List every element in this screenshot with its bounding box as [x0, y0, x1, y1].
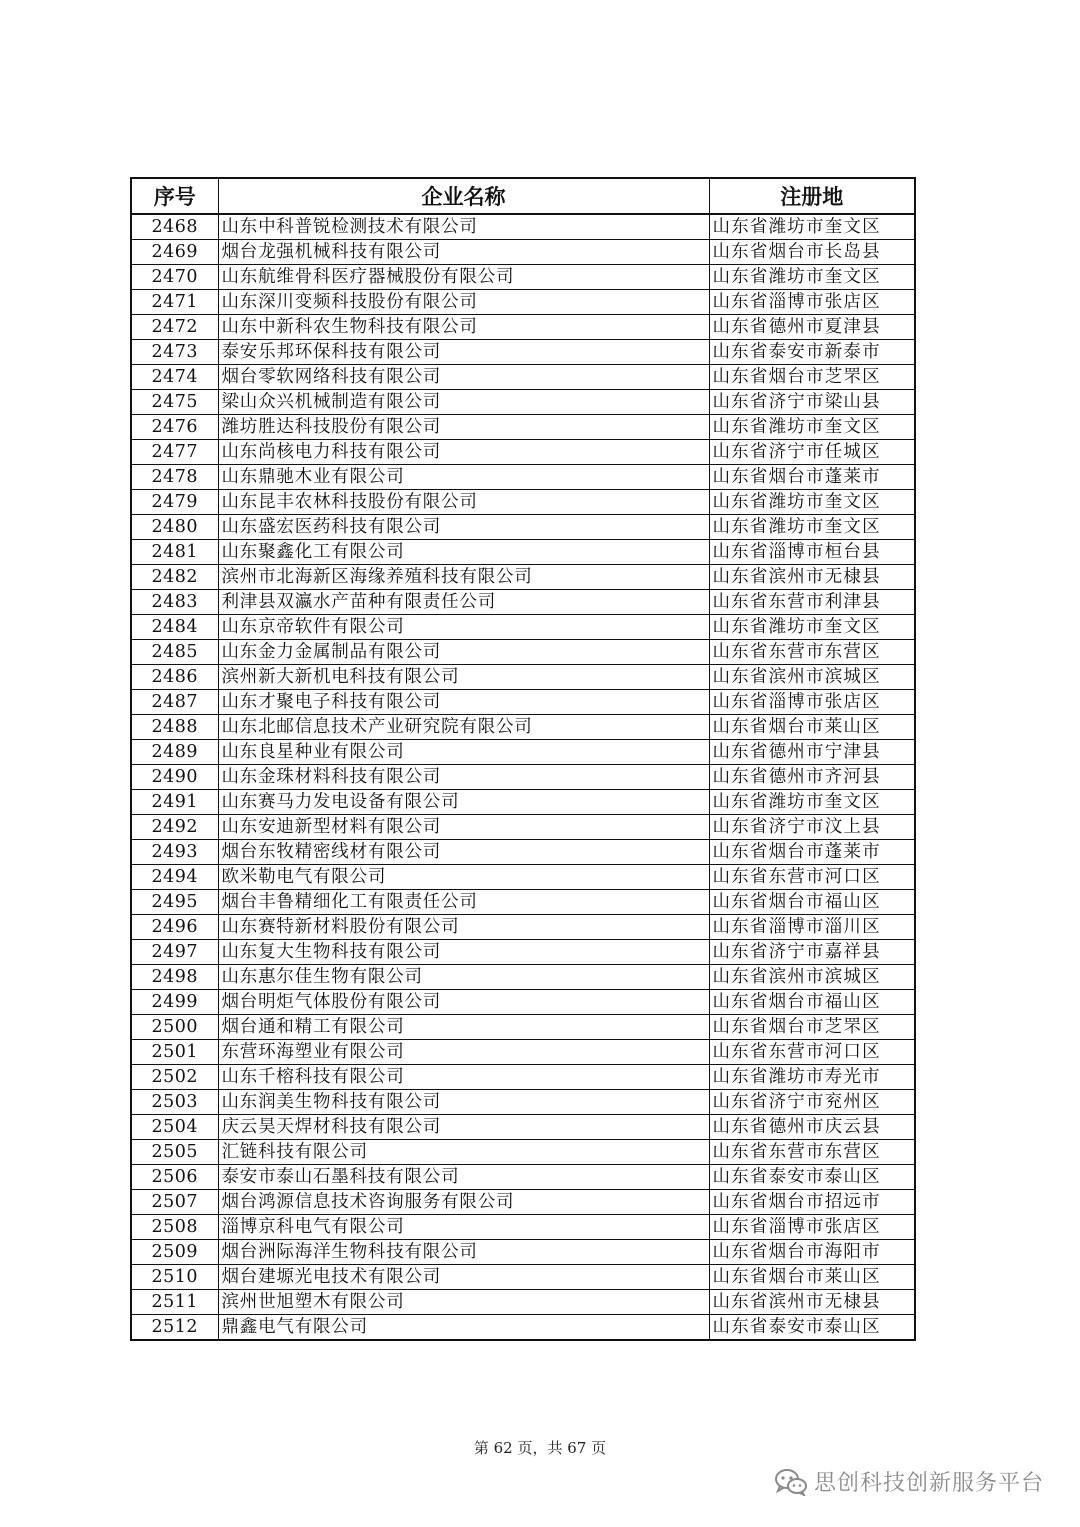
cell-enterprise-name: 烟台零软网络科技有限公司 — [218, 365, 709, 390]
cell-registered-location: 山东省济宁市兖州区 — [709, 1090, 915, 1115]
table-row — [131, 1115, 915, 1140]
page-number: 第 62 页，共 67 页 — [473, 1439, 607, 1457]
cell-enterprise-name: 烟台鸿源信息技术咨询服务有限公司 — [218, 1190, 709, 1215]
cell-enterprise-name: 庆云昊天焊材科技有限公司 — [218, 1115, 709, 1140]
cell-registered-location: 山东省潍坊市奎文区 — [709, 790, 915, 815]
cell-registered-location: 山东省淄博市桓台县 — [709, 540, 915, 565]
cell-enterprise-name: 烟台明炬气体股份有限公司 — [218, 990, 709, 1015]
cell-serial-number: 2489 — [131, 740, 218, 765]
cell-registered-location: 山东省德州市夏津县 — [709, 315, 915, 340]
cell-enterprise-name: 山东盛宏医药科技有限公司 — [218, 515, 709, 540]
cell-registered-location: 山东省滨州市滨城区 — [709, 965, 915, 990]
cell-serial-number: 2495 — [131, 890, 218, 915]
table-row — [131, 790, 915, 815]
table-row — [131, 840, 915, 865]
cell-registered-location: 山东省潍坊市奎文区 — [709, 515, 915, 540]
cell-registered-location: 山东省烟台市芝罘区 — [709, 365, 915, 390]
cell-registered-location: 山东省泰安市泰山区 — [709, 1165, 915, 1190]
cell-serial-number: 2504 — [131, 1115, 218, 1140]
table-row — [131, 1290, 915, 1315]
cell-enterprise-name: 山东金力金属制品有限公司 — [218, 640, 709, 665]
cell-serial-number: 2506 — [131, 1165, 218, 1190]
cell-registered-location: 山东省济宁市汶上县 — [709, 815, 915, 840]
cell-registered-location: 山东省泰安市泰山区 — [709, 1315, 915, 1341]
table-row — [131, 690, 915, 715]
cell-registered-location: 山东省烟台市莱山区 — [709, 715, 915, 740]
cell-serial-number: 2507 — [131, 1190, 218, 1215]
table-row — [131, 1065, 915, 1090]
cell-registered-location: 山东省滨州市无棣县 — [709, 565, 915, 590]
cell-serial-number: 2485 — [131, 640, 218, 665]
cell-registered-location: 山东省德州市齐河县 — [709, 765, 915, 790]
cell-serial-number: 2496 — [131, 915, 218, 940]
cell-registered-location: 山东省潍坊市奎文区 — [709, 615, 915, 640]
cell-serial-number: 2486 — [131, 665, 218, 690]
cell-serial-number: 2484 — [131, 615, 218, 640]
cell-serial-number: 2500 — [131, 1015, 218, 1040]
table-row — [131, 214, 915, 240]
cell-serial-number: 2494 — [131, 865, 218, 890]
cell-enterprise-name: 山东润美生物科技有限公司 — [218, 1090, 709, 1115]
table-row — [131, 1240, 915, 1265]
cell-enterprise-name: 山东中新科农生物科技有限公司 — [218, 315, 709, 340]
cell-serial-number: 2508 — [131, 1215, 218, 1240]
cell-serial-number: 2510 — [131, 1265, 218, 1290]
table-row — [131, 815, 915, 840]
cell-registered-location: 山东省潍坊市奎文区 — [709, 490, 915, 515]
cell-registered-location: 山东省东营市河口区 — [709, 1040, 915, 1065]
table-row — [131, 1215, 915, 1240]
table-row — [131, 515, 915, 540]
table-row — [131, 765, 915, 790]
cell-serial-number: 2475 — [131, 390, 218, 415]
header-enterprise-name: 企业名称 — [218, 178, 709, 214]
table-row — [131, 615, 915, 640]
table-row — [131, 1140, 915, 1165]
cell-serial-number: 2479 — [131, 490, 218, 515]
table-row — [131, 1190, 915, 1215]
table-row — [131, 240, 915, 265]
table-row — [131, 540, 915, 565]
cell-registered-location: 山东省德州市庆云县 — [709, 1115, 915, 1140]
cell-serial-number: 2512 — [131, 1315, 218, 1341]
table-row — [131, 740, 915, 765]
table-row — [131, 715, 915, 740]
cell-serial-number: 2498 — [131, 965, 218, 990]
cell-serial-number: 2481 — [131, 540, 218, 565]
table-row — [131, 1265, 915, 1290]
cell-enterprise-name: 泰安市泰山石墨科技有限公司 — [218, 1165, 709, 1190]
watermark — [774, 1466, 1044, 1497]
cell-enterprise-name: 山东安迪新型材料有限公司 — [218, 815, 709, 840]
cell-enterprise-name: 烟台建塬光电技术有限公司 — [218, 1265, 709, 1290]
cell-registered-location: 山东省济宁市梁山县 — [709, 390, 915, 415]
cell-serial-number: 2482 — [131, 565, 218, 590]
cell-serial-number: 2487 — [131, 690, 218, 715]
cell-registered-location: 山东省济宁市嘉祥县 — [709, 940, 915, 965]
cell-registered-location: 山东省烟台市芝罘区 — [709, 1015, 915, 1040]
cell-enterprise-name: 烟台丰鲁精细化工有限责任公司 — [218, 890, 709, 915]
cell-enterprise-name: 山东千榕科技有限公司 — [218, 1065, 709, 1090]
cell-registered-location: 山东省烟台市招远市 — [709, 1190, 915, 1215]
table-row — [131, 865, 915, 890]
cell-registered-location: 山东省烟台市蓬莱市 — [709, 465, 915, 490]
cell-registered-location: 山东省滨州市滨城区 — [709, 665, 915, 690]
table-header-row — [131, 178, 915, 214]
cell-serial-number: 2509 — [131, 1240, 218, 1265]
cell-serial-number: 2505 — [131, 1140, 218, 1165]
cell-enterprise-name: 山东深川变频科技股份有限公司 — [218, 290, 709, 315]
cell-serial-number: 2468 — [131, 214, 218, 240]
cell-enterprise-name: 山东惠尔佳生物有限公司 — [218, 965, 709, 990]
cell-enterprise-name: 山东京帝软件有限公司 — [218, 615, 709, 640]
cell-enterprise-name: 滨州新大新机电科技有限公司 — [218, 665, 709, 690]
cell-serial-number: 2492 — [131, 815, 218, 840]
table-row — [131, 1315, 915, 1341]
table-row — [131, 1040, 915, 1065]
table-row — [131, 290, 915, 315]
table-row — [131, 440, 915, 465]
cell-registered-location: 山东省东营市东营区 — [709, 640, 915, 665]
cell-serial-number: 2471 — [131, 290, 218, 315]
cell-enterprise-name: 山东鼎驰木业有限公司 — [218, 465, 709, 490]
cell-enterprise-name: 山东尚核电力科技有限公司 — [218, 440, 709, 465]
enterprise-table — [130, 177, 916, 1341]
table-row — [131, 315, 915, 340]
cell-serial-number: 2473 — [131, 340, 218, 365]
cell-registered-location: 山东省烟台市海阳市 — [709, 1240, 915, 1265]
header-registered-location: 注册地 — [709, 178, 915, 214]
cell-enterprise-name: 东营环海塑业有限公司 — [218, 1040, 709, 1065]
cell-serial-number: 2476 — [131, 415, 218, 440]
cell-serial-number: 2470 — [131, 265, 218, 290]
cell-serial-number: 2501 — [131, 1040, 218, 1065]
cell-enterprise-name: 山东聚鑫化工有限公司 — [218, 540, 709, 565]
cell-registered-location: 山东省淄博市张店区 — [709, 690, 915, 715]
cell-registered-location: 山东省滨州市无棣县 — [709, 1290, 915, 1315]
cell-enterprise-name: 淄博京科电气有限公司 — [218, 1215, 709, 1240]
cell-enterprise-name: 鼎鑫电气有限公司 — [218, 1315, 709, 1341]
cell-enterprise-name: 山东昆丰农林科技股份有限公司 — [218, 490, 709, 515]
cell-serial-number: 2474 — [131, 365, 218, 390]
cell-enterprise-name: 滨州市北海新区海缘养殖科技有限公司 — [218, 565, 709, 590]
cell-enterprise-name: 山东复大生物科技有限公司 — [218, 940, 709, 965]
cell-serial-number: 2483 — [131, 590, 218, 615]
cell-serial-number: 2480 — [131, 515, 218, 540]
cell-registered-location: 山东省淄博市张店区 — [709, 290, 915, 315]
cell-serial-number: 2503 — [131, 1090, 218, 1115]
cell-registered-location: 山东省淄博市张店区 — [709, 1215, 915, 1240]
table-row — [131, 390, 915, 415]
cell-serial-number: 2477 — [131, 440, 218, 465]
table-row — [131, 940, 915, 965]
table-row — [131, 1090, 915, 1115]
cell-serial-number: 2469 — [131, 240, 218, 265]
cell-serial-number: 2511 — [131, 1290, 218, 1315]
cell-serial-number: 2491 — [131, 790, 218, 815]
cell-serial-number: 2499 — [131, 990, 218, 1015]
table-row — [131, 590, 915, 615]
cell-enterprise-name: 泰安乐邦环保科技有限公司 — [218, 340, 709, 365]
cell-serial-number: 2488 — [131, 715, 218, 740]
table-row — [131, 415, 915, 440]
cell-serial-number: 2490 — [131, 765, 218, 790]
table-row — [131, 640, 915, 665]
cell-enterprise-name: 欧米勒电气有限公司 — [218, 865, 709, 890]
cell-registered-location: 山东省东营市东营区 — [709, 1140, 915, 1165]
cell-enterprise-name: 山东良星种业有限公司 — [218, 740, 709, 765]
cell-enterprise-name: 利津县双瀛水产苗种有限责任公司 — [218, 590, 709, 615]
cell-registered-location: 山东省烟台市莱山区 — [709, 1265, 915, 1290]
cell-registered-location: 山东省潍坊市奎文区 — [709, 214, 915, 240]
cell-serial-number: 2472 — [131, 315, 218, 340]
table-row — [131, 265, 915, 290]
table-row — [131, 965, 915, 990]
cell-enterprise-name: 山东赛马力发电设备有限公司 — [218, 790, 709, 815]
cell-enterprise-name: 滨州世旭塑木有限公司 — [218, 1290, 709, 1315]
cell-enterprise-name: 山东才聚电子科技有限公司 — [218, 690, 709, 715]
cell-serial-number: 2493 — [131, 840, 218, 865]
table-row — [131, 915, 915, 940]
cell-registered-location: 山东省东营市河口区 — [709, 865, 915, 890]
cell-enterprise-name: 汇链科技有限公司 — [218, 1140, 709, 1165]
cell-registered-location: 山东省烟台市福山区 — [709, 990, 915, 1015]
cell-registered-location: 山东省淄博市淄川区 — [709, 915, 915, 940]
table-row — [131, 340, 915, 365]
table-row — [131, 465, 915, 490]
cell-registered-location: 山东省烟台市蓬莱市 — [709, 840, 915, 865]
table-row — [131, 1015, 915, 1040]
cell-enterprise-name: 潍坊胜达科技股份有限公司 — [218, 415, 709, 440]
table-row — [131, 890, 915, 915]
table-row — [131, 365, 915, 390]
cell-registered-location: 山东省德州市宁津县 — [709, 740, 915, 765]
cell-registered-location: 山东省烟台市福山区 — [709, 890, 915, 915]
cell-registered-location: 山东省东营市利津县 — [709, 590, 915, 615]
cell-enterprise-name: 梁山众兴机械制造有限公司 — [218, 390, 709, 415]
table-row — [131, 1165, 915, 1190]
table-row — [131, 990, 915, 1015]
wechat-icon — [774, 1468, 808, 1496]
cell-enterprise-name: 山东金珠材料科技有限公司 — [218, 765, 709, 790]
cell-registered-location: 山东省潍坊市寿光市 — [709, 1065, 915, 1090]
cell-enterprise-name: 山东航维骨科医疗器械股份有限公司 — [218, 265, 709, 290]
cell-registered-location: 山东省潍坊市奎文区 — [709, 415, 915, 440]
cell-enterprise-name: 烟台洲际海洋生物科技有限公司 — [218, 1240, 709, 1265]
cell-serial-number: 2502 — [131, 1065, 218, 1090]
header-serial-number: 序号 — [131, 178, 218, 214]
cell-enterprise-name: 山东北邮信息技术产业研究院有限公司 — [218, 715, 709, 740]
cell-enterprise-name: 山东中科普锐检测技术有限公司 — [218, 214, 709, 240]
cell-enterprise-name: 山东赛特新材料股份有限公司 — [218, 915, 709, 940]
table-row — [131, 665, 915, 690]
cell-registered-location: 山东省泰安市新泰市 — [709, 340, 915, 365]
table-row — [131, 490, 915, 515]
cell-enterprise-name: 烟台龙强机械科技有限公司 — [218, 240, 709, 265]
cell-serial-number: 2478 — [131, 465, 218, 490]
cell-registered-location: 山东省烟台市长岛县 — [709, 240, 915, 265]
watermark-text: 思创科技创新服务平台 — [813, 1471, 1044, 1496]
cell-registered-location: 山东省济宁市任城区 — [709, 440, 915, 465]
table-body — [131, 214, 915, 1340]
cell-registered-location: 山东省潍坊市奎文区 — [709, 265, 915, 290]
table-row — [131, 565, 915, 590]
cell-enterprise-name: 烟台通和精工有限公司 — [218, 1015, 709, 1040]
cell-enterprise-name: 烟台东牧精密线材有限公司 — [218, 840, 709, 865]
cell-serial-number: 2497 — [131, 940, 218, 965]
